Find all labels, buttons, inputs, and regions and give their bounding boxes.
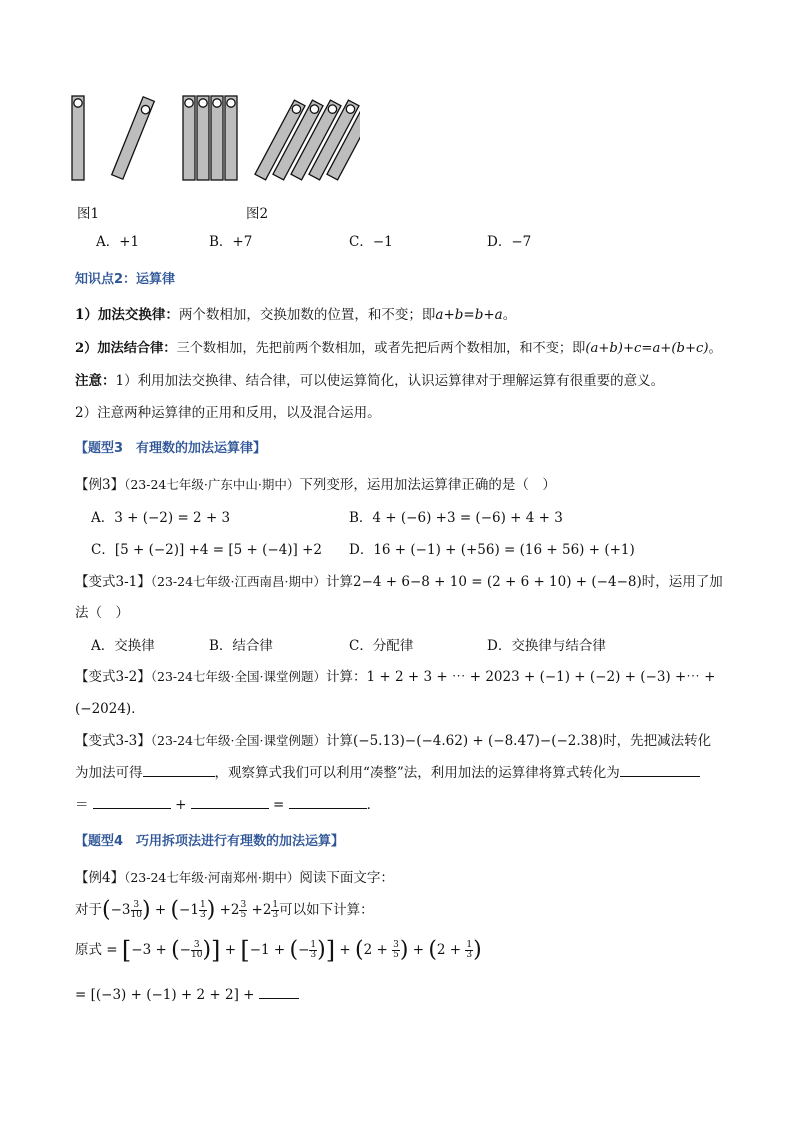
- kp2-heading: 知识点2：运算律: [75, 272, 176, 287]
- v33-stem: 计算(−5.13)−(−4.62) + (−8.47)−(−2.38)时，先把减法转化: [325, 733, 712, 749]
- fig2-label: 图2: [246, 206, 269, 222]
- note1: 1）利用加法交换律、结合律，可以使运算简化，认识运算律对于理解运算有很重要的意义。: [115, 373, 665, 389]
- v32-line1: [75, 665, 715, 685]
- v32-line2: (−2024)．: [75, 701, 145, 717]
- ex3-source: （23-24七年级·广东中山·期中）: [124, 477, 300, 492]
- equals-sign: =: [273, 797, 285, 813]
- rule2-formula: (a+b)+c=a+(b+c): [585, 341, 709, 356]
- ex3-stem: 下列变形，运用加法运算律正确的是（ ）: [299, 477, 556, 493]
- rule2-end: 。: [708, 341, 722, 356]
- ex4-line1-pre: 对于: [75, 902, 102, 918]
- rule2-text: 三个数相加，先把前两个数相加，或者先把后两个数相加，和不变；即: [176, 341, 586, 356]
- v33-line2: [75, 761, 700, 781]
- v31-tag: 【变式3-1】: [75, 574, 151, 590]
- period: ．: [366, 797, 381, 813]
- note-line1: [75, 369, 664, 389]
- note-line2: 2）注意两种运算律的正用和反用，以及混合运用。: [75, 405, 381, 421]
- option-c: C．−1: [349, 234, 393, 250]
- ex4-expression: 对于(−3 $\frac{3}{10}$ ) + (−1 $\frac{1}{3}$ ) +2 $\frac{3}{5}$ +2 $\frac{1}{3}$ 可以如下计算：: [75, 897, 374, 923]
- type4-heading: 【题型4 巧用拆项法进行有理数的加法运算】: [75, 834, 345, 849]
- v31-option-c: C．分配律: [349, 638, 414, 654]
- v31-line1: [75, 570, 723, 590]
- ex3-option-c: C．[5 + (−2)] +4 = [5 + (−4)] +2: [91, 542, 323, 558]
- answer-blank[interactable]: [620, 764, 700, 777]
- v31-option-d: D．交换律与结合律: [487, 638, 606, 654]
- v33-tag: 【变式3-3】: [75, 733, 151, 749]
- type3-heading: 【题型3 有理数的加法运算律】: [75, 441, 267, 456]
- stick: [197, 96, 209, 180]
- ex4-solution-line: 原式 = [−3 + (− $\frac{3}{10}$ )] + [−1 + (− $\frac{1}{3}$ )] + (2 + $\frac{3}{5}$ ) + (2 + $\frac{1}{3}$ ): [75, 936, 482, 965]
- plus-sign: +: [175, 797, 187, 813]
- rule1: [75, 303, 516, 323]
- stick: [211, 96, 223, 180]
- ex4-line: [75, 866, 394, 886]
- v31-option-b: B．结合律: [209, 638, 273, 654]
- equals-sign: ＝: [75, 797, 89, 813]
- note-label: 注意：: [75, 373, 116, 389]
- ex4-stem: 阅读下面文字：: [299, 870, 394, 886]
- v32-source: （23-24七年级·全国·课堂例题）: [150, 669, 326, 684]
- v32-stem: 计算：1 + 2 + 3 + ⋯ + 2023 + (−1) + (−2) + (−3) +⋯ +: [325, 669, 716, 685]
- rule1-label: 1）加法交换律：: [75, 307, 179, 323]
- ex4-line2-pre: 原式 =: [75, 942, 118, 958]
- rule2: [75, 337, 722, 356]
- ex3-tag: 【例3】: [75, 477, 125, 493]
- option-d: D．−7: [487, 234, 532, 250]
- ex4-line1-post: 可以如下计算：: [279, 902, 374, 918]
- stick-figure: [60, 88, 360, 188]
- ex4-line3: [75, 986, 299, 1003]
- ex4-source: （23-24七年级·河南郑州·期中）: [124, 870, 300, 885]
- v33-source: （23-24七年级·全国·课堂例题）: [150, 733, 326, 748]
- ex3-line: [75, 473, 556, 493]
- option-b: B．+7: [209, 234, 253, 250]
- ex4-tag: 【例4】: [75, 870, 125, 886]
- v31-stem: 计算2−4 + 6−8 + 10 = (2 + 6 + 10) + (−4−8)时，运用了加: [325, 574, 723, 590]
- answer-blank[interactable]: [191, 796, 269, 809]
- v32-tag: 【变式3-2】: [75, 669, 151, 685]
- v31-option-a: A．交换律: [91, 638, 155, 654]
- v31-source: （23-24七年级·江西南昌·期中）: [150, 574, 326, 589]
- stick: [183, 96, 195, 180]
- ex3-option-a: A．3 + (−2) = 2 + 3: [91, 510, 231, 526]
- answer-blank[interactable]: [143, 764, 215, 777]
- rule2-label: 2）加法结合律：: [75, 341, 177, 356]
- ex3-option-b: B．4 + (−6) +3 = (−6) + 4 + 3: [349, 510, 563, 526]
- v31-line2: 法（ ）: [75, 605, 129, 621]
- stick: [72, 96, 84, 180]
- v33-text-b: ，观察算式我们可以利用“凑整”法，利用加法的运算律将算式转化为: [214, 765, 620, 781]
- ex4-line3-text: = [(−3) + (−1) + 2 + 2] +: [75, 987, 255, 1003]
- option-a: A．+1: [96, 234, 140, 250]
- stick: [225, 96, 237, 180]
- answer-blank[interactable]: [289, 796, 367, 809]
- rule1-formula: a+b=b+a: [435, 307, 503, 323]
- v33-line1: [75, 729, 711, 749]
- fig1-label: 图1: [77, 206, 100, 222]
- ex3-option-d: D．16 + (−1) + (+56) = (16 + 56) + (+1): [349, 542, 635, 558]
- answer-blank[interactable]: [259, 986, 299, 999]
- v33-text-a: 为加法可得: [75, 765, 143, 781]
- v33-line3: [75, 793, 380, 813]
- rule1-text: 两个数相加，交换加数的位置，和不变；即: [178, 307, 436, 323]
- answer-blank[interactable]: [93, 796, 171, 809]
- rule1-end: 。: [502, 307, 517, 323]
